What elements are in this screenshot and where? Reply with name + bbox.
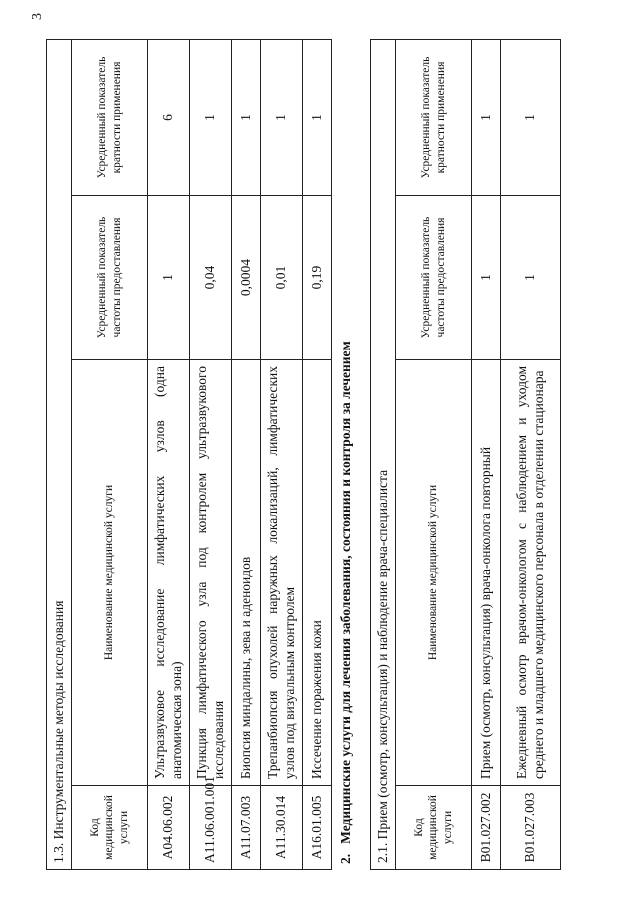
service-name: Биопсия миндалины, зева и аденоидов [232,360,261,786]
service-name: Трепанбиопсия опухолей наружных локализаций, лимфатических узлов под визуальным контролем [261,360,303,786]
header-multiplicity: Усредненный показатель кратности применения [396,39,472,195]
header-name: Наименование медицинской услуги [72,360,148,786]
page-number: 3 [30,13,45,20]
table-row [303,39,332,869]
service-multiplicity: 1 [261,39,303,195]
service-frequency: 1 [472,196,501,360]
service-frequency: 0,01 [261,196,303,360]
section-1-3-title: 1.3. Инструментальные методы исследования [47,39,72,869]
service-multiplicity: 1 [190,39,232,195]
service-name: Иссечение поражения кожи [303,360,332,786]
header-name: Наименование медицинской услуги [396,360,472,786]
table-row [148,39,190,869]
table-row [261,39,303,869]
header-code: Код медицинской услуги [396,786,472,870]
service-frequency: 0,0004 [232,196,261,360]
table-instrumental-methods [46,39,332,870]
service-code: A16.01.005 [303,786,332,870]
table-row [472,39,501,869]
service-frequency: 0,04 [190,196,232,360]
service-name: Прием (осмотр, консультация) врача-онколога повторный [472,360,501,786]
rotated-page [30,13,610,870]
service-frequency: 1 [501,196,561,360]
header-frequency: Усредненный показатель частоты предоставления [72,196,148,360]
service-code: A04.06.002 [148,786,190,870]
service-multiplicity: 1 [501,39,561,195]
service-multiplicity: 1 [303,39,332,195]
table-row [501,39,561,869]
section-2-title: Медицинские услуги для лечения заболевания, состояния и контроля за лечением [338,341,353,844]
section-2-1-title: 2.1. Прием (осмотр, консультация) и наблюдение врача-специалиста [371,39,396,869]
service-code: A11.07.003 [232,786,261,870]
service-code: A11.06.001.001 [190,786,232,870]
service-name: Ежедневный осмотр врачом-онкологом с наблюдением и уходом среднего и младшего медицинского персонала в отделении стационара [501,360,561,786]
service-code: B01.027.003 [501,786,561,870]
header-frequency: Усредненный показатель частоты предоставления [396,196,472,360]
table-specialist-consultation [370,39,561,870]
table-row [190,39,232,869]
service-multiplicity: 1 [472,39,501,195]
service-multiplicity: 1 [232,39,261,195]
section-2-number: 2. [338,853,353,864]
header-code: Код медицинской услуги [72,786,148,870]
service-frequency: 1 [148,196,190,360]
header-multiplicity: Усредненный показатель кратности применения [72,39,148,195]
service-code: B01.027.002 [472,786,501,870]
service-name: Пункция лимфатического узла под контролем ультразвукового исследования [190,360,232,786]
service-code: A11.30.014 [261,786,303,870]
service-frequency: 0,19 [303,196,332,360]
service-multiplicity: 6 [148,39,190,195]
service-name: Ультразвуковое исследование лимфатических узлов (одна анатомическая зона) [148,360,190,786]
section-2-heading [338,341,354,864]
table-row [232,39,261,869]
